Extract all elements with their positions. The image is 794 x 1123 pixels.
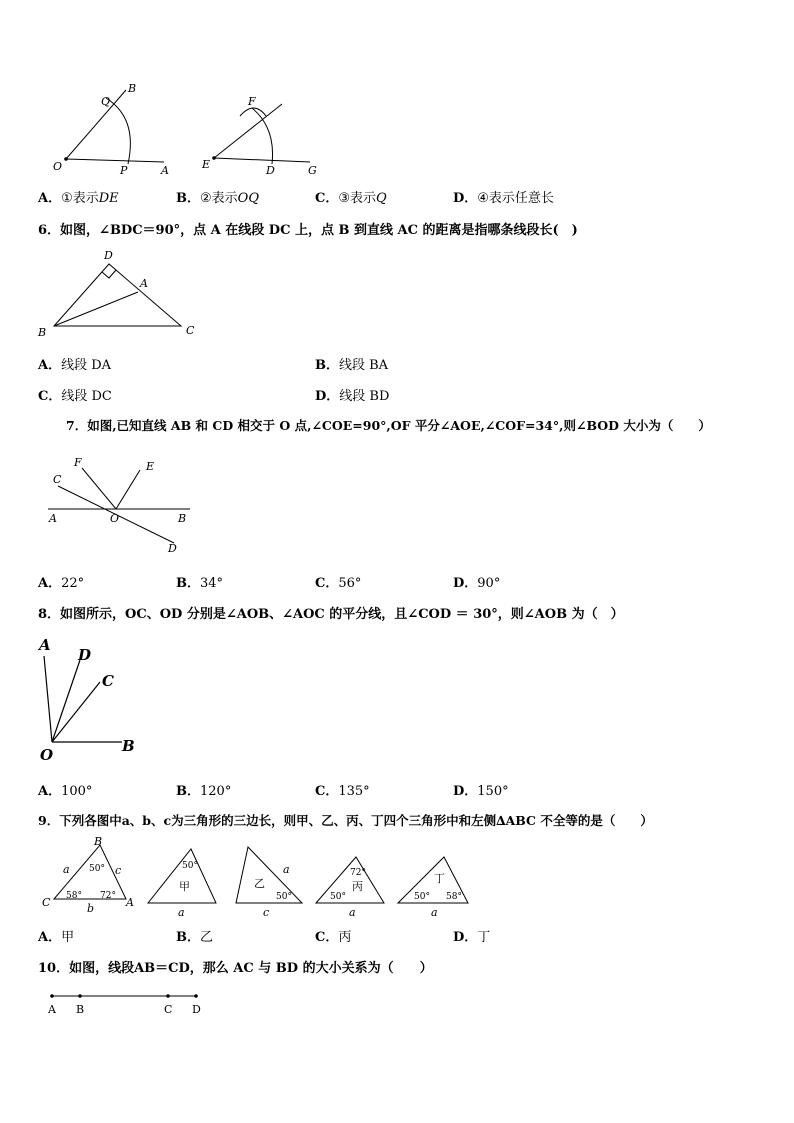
q8-figure [36,632,146,762]
q6-right-angle-mark [102,270,116,278]
q8-ray-od [52,660,80,742]
q10-point-d [194,994,198,998]
q5-label-p: P [120,164,128,177]
q8-label-c: C [102,672,114,690]
q5-arc-d [252,108,273,164]
q5-label-d: D [266,164,275,177]
q9-ding-name: 丁 [434,872,445,885]
q9-ref-side-c: c [115,864,122,877]
q7-label-a: A [49,512,57,525]
q7-label-b: B [178,512,187,525]
q9-bing-angle-1: 72° [350,868,366,878]
q9-option-c: C．丙 [315,930,352,945]
q6-stem: 6．如图，∠BDC＝90°，点 A 在线段 DC 上，点 B 到直线 AC 的距离是指哪条线段长( ) [38,223,578,238]
q9-ding-side: a [431,906,438,919]
q5-label-q: Q [101,95,111,108]
q5-ray-eg [214,158,310,162]
q9-triangle-jia [148,849,216,903]
q8-label-b: B [122,737,135,755]
q9-jia-side: a [178,906,185,919]
q6-option-d: D．线段 BD [315,389,390,404]
q10-point-b [78,994,82,998]
q5-ray-ob [66,90,126,159]
q8-option-c: C．135° [315,784,370,799]
q5-label-b: B [128,82,137,95]
q6-option-c: C．线段 DC [38,389,112,404]
q6-option-b: B．线段 BA [315,358,389,373]
q9-ding-angle-2: 58° [446,892,462,902]
q8-ray-oa [44,656,52,742]
q6-label-b: B [38,326,47,339]
q9-option-a: A．甲 [38,930,75,945]
q6-label-c: C [186,324,195,337]
q7-label-d: D [168,542,177,555]
q9-figure [36,835,476,920]
q9-ref-angle-b: 50° [89,864,105,874]
q9-ref-side-a: a [63,863,70,876]
q9-triangle-yi [236,847,302,903]
q10-label-c: C [164,1003,173,1016]
q9-bing-side: a [349,906,356,919]
q9-yi-name: 乙 [254,877,265,890]
q8-option-d: D．150° [453,784,509,799]
q5-ray-ef [214,104,282,158]
q9-ref-label-a: A [126,896,134,909]
q9-yi-side-a: a [283,863,290,876]
q9-ref-label-c: C [42,896,51,909]
q9-stem: 9．下列各图中a、b、c为三角形的三边长，则甲、乙、丙、丁四个三角形中和左侧∆ABC 不全等的是（ ） [38,813,653,828]
q7-ray-oe [116,470,140,509]
q7-label-f: F [74,456,82,469]
q5-figure [40,78,340,183]
q10-point-c [166,994,170,998]
q6-label-d: D [104,249,113,262]
q5-label-a: A [161,164,169,177]
q9-yi-side-c: c [263,906,270,919]
q9-option-b: B．乙 [176,930,214,945]
q7-option-b: B．34° [176,576,224,591]
q9-ref-angle-c: 58° [66,891,82,901]
q8-option-a: A．100° [38,784,93,799]
q9-bing-name: 丙 [352,880,363,893]
q9-bing-angle-2: 50° [330,892,346,902]
q6-triangle-bdc [54,264,181,326]
q9-ref-label-b: B [94,835,103,848]
q10-label-d: D [192,1003,201,1016]
q6-segment-ba [54,292,138,326]
q5-label-g: G [308,164,317,177]
q7-label-e: E [146,460,155,473]
q7-label-o: O [110,512,120,525]
q9-yi-angle: 50° [276,892,292,902]
q9-option-d: D．丁 [453,930,491,945]
q5-option-b: B．②表示OQ [176,191,259,206]
q6-label-a: A [140,277,148,290]
q10-stem: 10．如图，线段AB＝CD，那么 AC 与 BD 的大小关系为（ ） [38,961,433,976]
q9-jia-name: 甲 [179,880,190,893]
q5-point-o [64,157,68,161]
q5-label-e: E [202,158,211,171]
q7-ray-of [82,468,116,509]
q5-ray-oa [66,159,164,162]
q10-point-a [50,994,54,998]
q5-option-c: C．③表示Q [315,191,387,206]
q9-ref-angle-a: 72° [100,891,116,901]
q10-label-a: A [48,1003,56,1016]
q8-label-a: A [39,636,51,654]
q5-label-o: O [53,160,63,173]
q5-point-e [212,156,216,160]
q6-figure [36,245,206,340]
q6-option-a: A．线段 DA [38,358,112,373]
q5-label-f: F [248,95,256,108]
q9-ref-side-b: b [87,902,95,915]
q7-stem: 7．如图,已知直线 AB 和 CD 相交于 O 点,∠COE=90°,OF 平分∠AOE,∠COF=34°,则∠BOD 大小为（ ） [66,418,711,433]
q7-option-c: C．56° [315,576,362,591]
q9-triangle-bing [316,857,384,903]
q9-jia-angle: 50° [182,861,198,871]
q5-option-d: D．④表示任意长 [453,191,554,206]
q8-label-o: O [40,746,54,762]
q7-option-d: D．90° [453,576,501,591]
q8-stem: 8．如图所示，OC、OD 分别是∠AOB、∠AOC 的平分线，且∠COD ＝ 30°，则∠AOB 为（ ） [38,607,624,622]
q9-ding-angle-1: 50° [414,892,430,902]
q8-label-d: D [78,646,92,664]
q10-figure [40,988,220,1020]
q8-option-b: B．120° [176,784,232,799]
q7-figure [40,452,200,557]
q10-label-b: B [76,1003,85,1016]
q8-ray-oc [52,682,100,742]
q7-label-c: C [53,473,62,486]
q5-option-a: A．①表示DE [38,191,119,206]
q7-option-a: A．22° [38,576,85,591]
